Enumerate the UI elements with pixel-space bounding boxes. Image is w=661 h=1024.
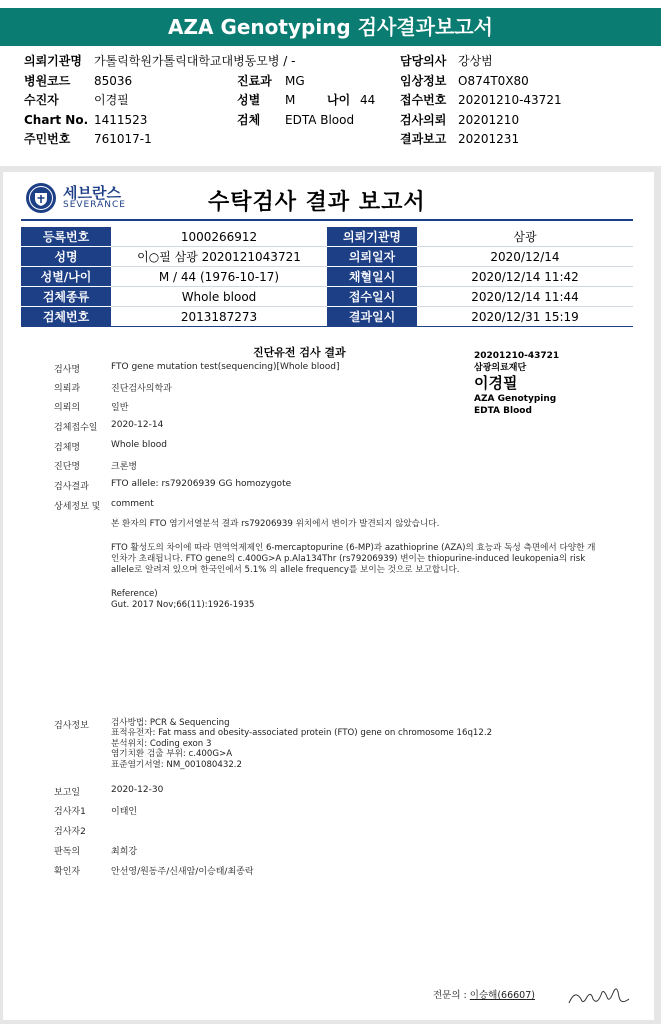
header-mid-col <box>237 72 376 131</box>
label-patient: 수진자 <box>24 93 59 107</box>
field-label: 의뢰의 <box>54 403 81 413</box>
info-value: 2013187273 <box>111 307 327 327</box>
tail-value: 안선영/원동주/신새암/이승태/최종락 <box>111 867 254 877</box>
tail-label: 확인자 <box>54 867 81 877</box>
method-line: 염기치환 검출 부위: c.400G>A <box>111 749 233 760</box>
table-row <box>21 247 633 267</box>
field-value: 2020-12-14 <box>111 420 164 430</box>
value-request-date: 20201210 <box>458 112 520 127</box>
method-label: 검사정보 <box>54 721 89 731</box>
label-hospital-code: 병원코드 <box>24 73 71 88</box>
info-value: 2020/12/31 15:19 <box>417 307 633 327</box>
comment-result: 본 환자의 FTO 염기서열분석 결과 rs79206939 위치에서 변이가 발견되지 않았습니다. <box>111 519 440 529</box>
field-value: Whole blood <box>111 440 167 450</box>
brand-english: SEVERANCE <box>63 200 126 210</box>
method-line: 표준염기서열: NM_001080432.2 <box>111 759 242 770</box>
info-value: 2020/12/14 11:42 <box>417 267 633 287</box>
table-row <box>21 287 633 307</box>
stamp-lab-name: 삼광의료재단 <box>474 363 527 373</box>
table-row <box>21 227 633 247</box>
report-heading: 수탁검사 결과 보고서 <box>208 190 426 215</box>
field-value: 진단검사의학과 <box>111 384 172 394</box>
label-institution: 의뢰기관명 <box>24 54 82 68</box>
info-value: Whole blood <box>111 287 327 307</box>
tail-label: 판독의 <box>54 847 81 857</box>
field-value: comment <box>111 499 154 509</box>
info-key: 의뢰일자 <box>327 247 417 267</box>
stamp-test-name: AZA Genotyping <box>474 394 557 404</box>
field-label: 검체접수일 <box>54 423 98 433</box>
info-key: 성별/나이 <box>21 267 111 287</box>
table-row <box>21 267 633 287</box>
field-value: 일반 <box>111 403 129 413</box>
value-receipt-no: 20201210-43721 <box>458 93 562 107</box>
signing-physician <box>433 987 535 1001</box>
info-key: 검체번호 <box>21 307 111 327</box>
method-line: 분석위치: Coding exon 3 <box>111 738 212 749</box>
info-value: 2020/12/14 11:44 <box>417 287 633 307</box>
tail-label: 검사자2 <box>54 827 86 837</box>
tail-value: 2020-12-30 <box>111 785 164 795</box>
tail-value: 이태인 <box>111 807 138 817</box>
stamp-patient-name: 이경필 <box>474 374 518 392</box>
value-age: 44 <box>360 93 376 107</box>
reference-citation: Gut. 2017 Nov;66(11):1926-1935 <box>111 600 255 610</box>
label-report-date: 결과보고 <box>400 132 447 146</box>
header-right-col <box>400 52 562 150</box>
tail-value: 최희강 <box>111 847 138 857</box>
table-divider <box>21 326 633 327</box>
info-key: 성명 <box>21 247 111 267</box>
field-value: FTO gene mutation test(sequencing)[Whole blood] <box>111 362 340 372</box>
label-specimen: 검체 <box>237 112 261 127</box>
info-key: 채혈일시 <box>327 267 417 287</box>
field-label: 검사결과 <box>54 482 89 492</box>
info-value: 이○필 삼광 2020121043721 <box>111 247 327 267</box>
value-hospital-code: 85036 <box>94 73 133 88</box>
section-title: 진단유전 검사 결과 <box>253 346 346 359</box>
label-clinical-info: 임상정보 <box>400 73 447 88</box>
stamp-receipt-no: 20201210-43721 <box>474 351 560 361</box>
handwritten-signature <box>565 977 633 1011</box>
signer-label: 전문의 : <box>433 990 467 1001</box>
info-key: 등록번호 <box>21 227 111 247</box>
brand-korean: 세브란스 <box>63 184 121 202</box>
method-block <box>111 718 492 770</box>
reference-label: Reference) <box>111 589 158 599</box>
field-label: 의뢰과 <box>54 384 81 394</box>
field-value: FTO allele: rs79206939 GG homozygote <box>111 479 292 489</box>
info-key: 의뢰기관명 <box>327 227 417 247</box>
field-label: 검사명 <box>54 365 81 375</box>
label-receipt-no: 접수번호 <box>400 93 447 107</box>
info-value: 1000266912 <box>111 227 327 247</box>
value-patient: 이경필 <box>94 93 129 107</box>
label-age: 나이 <box>327 93 351 107</box>
signer-name: 이승해(66607) <box>469 990 535 1001</box>
summary-panel <box>0 0 661 166</box>
comment-detail: FTO 활성도의 차이에 따라 면역억제제인 6-mercaptopurine (6-MP)과 azathioprine (AZA)의 효능과 독성 측면에서 다양한 개인차가 초래됩니다. FTO gene의 c.400G>A p.Ala134Thr (rs79206939) 변이는 thiopurine-induced leukopenia의 risk allele로 알려져 있으며 한국인에서 5.1% 의 allele frequency를 보이는 것으로 보고합니다. <box>111 543 596 575</box>
method-line: 표적유전자: Fat mass and obesity-associated protein (FTO) gene on chromosome 16q12.2 <box>111 728 493 739</box>
label-sex: 성별 <box>237 93 261 107</box>
info-value: M / 44 (1976-10-17) <box>111 267 327 287</box>
field-value: 크론병 <box>111 462 138 472</box>
value-department: MG <box>285 73 305 88</box>
info-key: 결과일시 <box>327 307 417 327</box>
stamp-specimen: EDTA Blood <box>474 406 532 416</box>
value-sex: M <box>285 93 296 107</box>
specimen-stamp <box>474 350 559 417</box>
severance-report-sheet <box>3 172 654 1020</box>
label-request-date: 검사의뢰 <box>400 112 447 127</box>
label-resident-no: 주민번호 <box>24 132 71 146</box>
report-title: AZA Genotyping 검사결과보고서 <box>0 8 661 46</box>
method-line: 검사방법: PCR & Sequencing <box>111 718 230 728</box>
value-chart-no: 1411523 <box>94 112 148 127</box>
tail-label: 보고일 <box>54 788 81 798</box>
value-specimen: EDTA Blood <box>285 112 355 127</box>
tail-label: 검사자1 <box>54 807 86 817</box>
info-key: 접수일시 <box>327 287 417 307</box>
value-resident-no: 761017-1 <box>94 132 152 146</box>
table-row <box>21 307 633 327</box>
info-value: 2020/12/14 <box>417 247 633 267</box>
heading-divider <box>21 219 633 221</box>
patient-info-table <box>21 227 633 327</box>
label-physician: 담당의사 <box>400 54 447 68</box>
value-clinical-info: O874T0X80 <box>458 73 529 88</box>
field-label: 검체명 <box>54 443 81 453</box>
label-chart-no: Chart No. <box>24 112 89 127</box>
info-value: 삼광 <box>417 227 633 247</box>
value-report-date: 20201231 <box>458 132 520 146</box>
value-physician: 강상범 <box>458 54 493 68</box>
label-department: 진료과 <box>237 73 272 88</box>
field-label: 상세정보 및 <box>54 502 101 512</box>
field-label: 진단명 <box>54 462 81 472</box>
severance-shield-logo-icon <box>25 182 57 214</box>
info-key: 검체종류 <box>21 287 111 307</box>
value-institution: 가톨릭학원가톨릭대학교대병동모병 / - <box>94 54 296 68</box>
